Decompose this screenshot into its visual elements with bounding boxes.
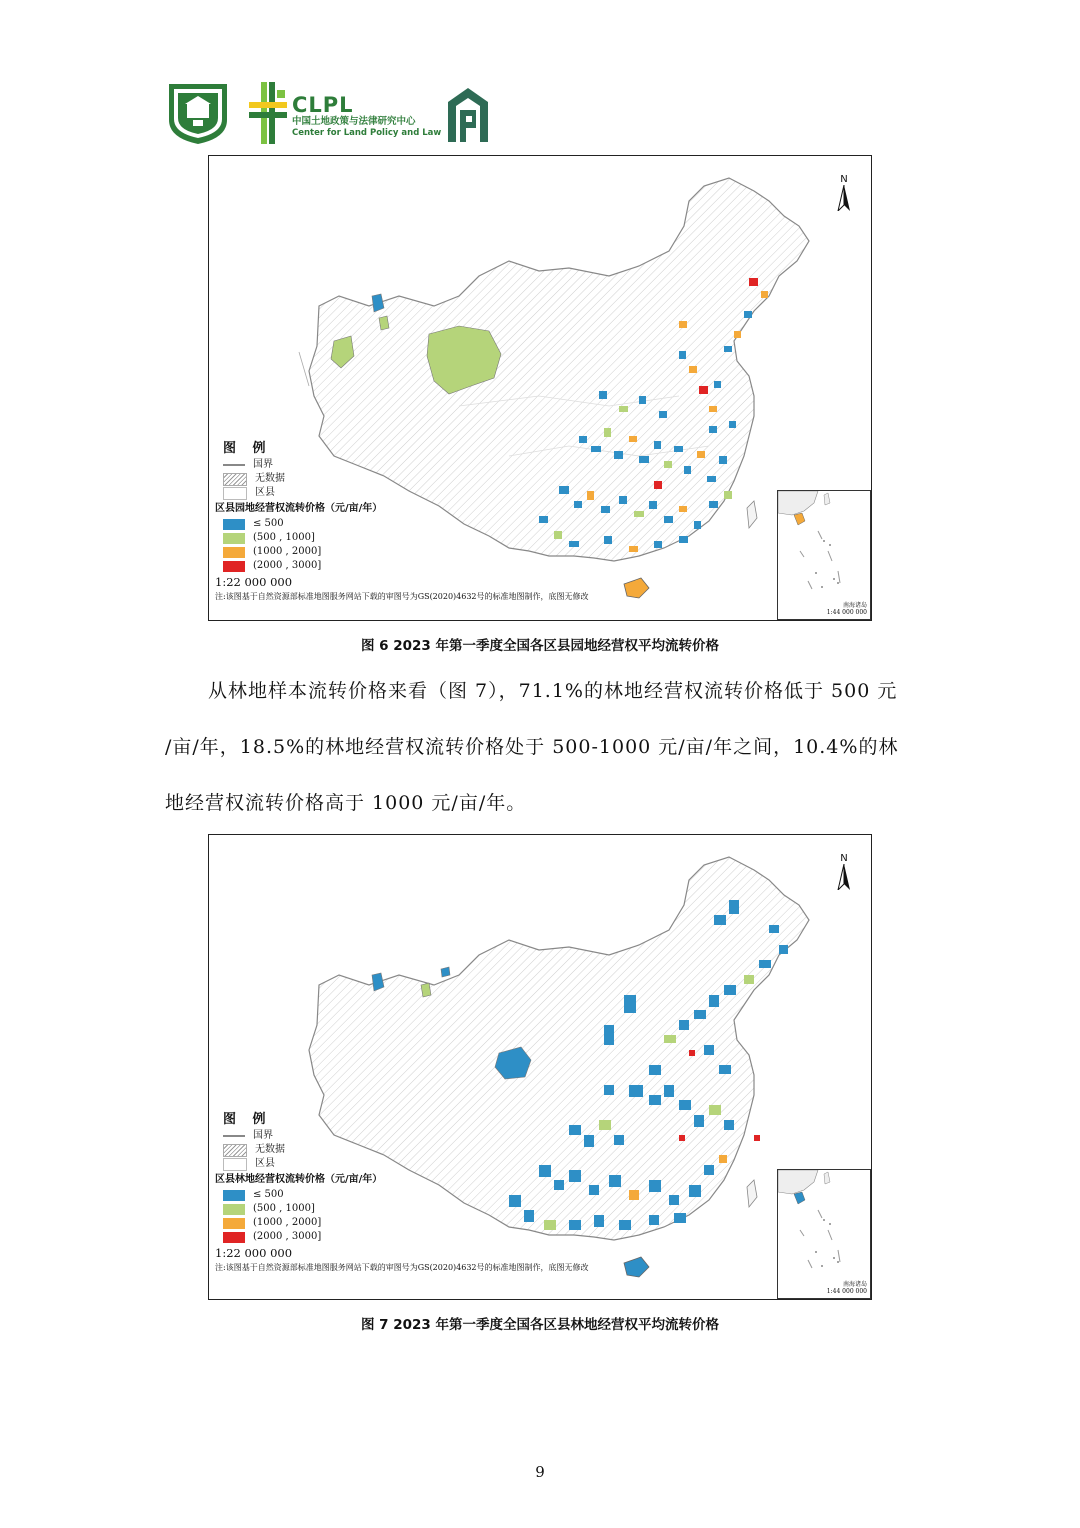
region-green — [379, 316, 389, 330]
hatch-symbol — [223, 473, 247, 486]
map-note: 注:该图基于自然资源部标准地图服务网站下载的审图号为GS(2020)4632号的标准地图制作，底图无修改 — [215, 1263, 589, 1272]
map-scale: 1:22 000 000 — [215, 1246, 293, 1260]
map-note: 注:该图基于自然资源部标准地图服务网站下载的审图号为GS(2020)4632号的标准地图制作，底图无修改 — [215, 592, 589, 601]
legend-county-row: 区县 — [223, 1157, 589, 1171]
legend-title: 图 例 — [223, 1112, 272, 1127]
figure-7-caption: 图 7 2023 年第一季度全国各区县林地经营权平均流转价格 — [360, 1317, 720, 1333]
body-line-2: /亩/年，18.5%的林地经营权流转价格处于 500-1000 元/亩/年之间，10.4%的林 — [165, 736, 899, 758]
clpl-abbr: CLPL — [292, 93, 354, 117]
legend-class-3: (1000 , 2000] — [223, 1216, 589, 1230]
legend-border-row: 国界 — [223, 458, 589, 472]
north-arrow-icon — [836, 185, 852, 211]
legend-nodata-row: 无数据 — [223, 472, 589, 486]
figure-7-map — [208, 834, 872, 1300]
legend-nodata-row: 无数据 — [223, 1143, 589, 1157]
legend-class-2: (500 , 1000] — [223, 1202, 589, 1216]
legend-subtitle: 区县园地经营权流转价格（元/亩/年） — [215, 503, 383, 514]
page-number: 9 — [535, 1463, 545, 1481]
body-line-1: 从林地样本流转价格来看（图 7），71.1%的林地经营权流转价格低于 500 元 — [208, 680, 898, 702]
figure-6-map — [208, 155, 872, 621]
figure-6-caption: 图 6 2023 年第一季度全国各区县园地经营权平均流转价格 — [360, 638, 720, 654]
map-scale: 1:22 000 000 — [215, 575, 293, 589]
map-legend — [215, 441, 589, 604]
region-green — [421, 983, 431, 997]
north-arrow: N — [833, 174, 855, 214]
legend-title: 图 例 — [223, 441, 272, 456]
legend-border-row: 国界 — [223, 1129, 589, 1143]
border-line-symbol — [223, 464, 245, 466]
legend-class-4: (2000 , 3000] — [223, 559, 589, 573]
body-line-3: 地经营权流转价格高于 1000 元/亩/年。 — [165, 792, 527, 814]
legend-subtitle: 区县林地经营权流转价格（元/亩/年） — [215, 1174, 383, 1185]
north-arrow-icon — [836, 864, 852, 890]
institute-logo — [444, 84, 492, 144]
legend-county-row: 区县 — [223, 486, 589, 500]
county-symbol — [223, 1158, 247, 1171]
map-legend — [215, 1112, 589, 1275]
clpl-english-name: Center for Land Policy and Law — [292, 128, 442, 138]
china-agricultural-university-logo — [163, 80, 233, 146]
legend-class-3: (1000 , 2000] — [223, 545, 589, 559]
hatch-symbol — [223, 1144, 247, 1157]
region-blue — [441, 967, 450, 977]
clpl-wordmark — [292, 94, 441, 139]
county-symbol — [223, 487, 247, 500]
legend-class-1: ≤ 500 — [223, 1188, 589, 1202]
north-arrow: N — [833, 853, 855, 893]
legend-class-4: (2000 , 3000] — [223, 1230, 589, 1244]
south-china-sea-inset: 南海诸岛 1:44 000 000 — [777, 1169, 871, 1299]
border-line-symbol — [223, 1135, 245, 1137]
clpl-chinese-name: 中国土地政策与法律研究中心 — [292, 116, 416, 127]
legend-class-2: (500 , 1000] — [223, 531, 589, 545]
legend-class-1: ≤ 500 — [223, 517, 589, 531]
south-china-sea-inset: 南海诸岛 1:44 000 000 — [777, 490, 871, 620]
clpl-logo-icon — [247, 80, 289, 146]
